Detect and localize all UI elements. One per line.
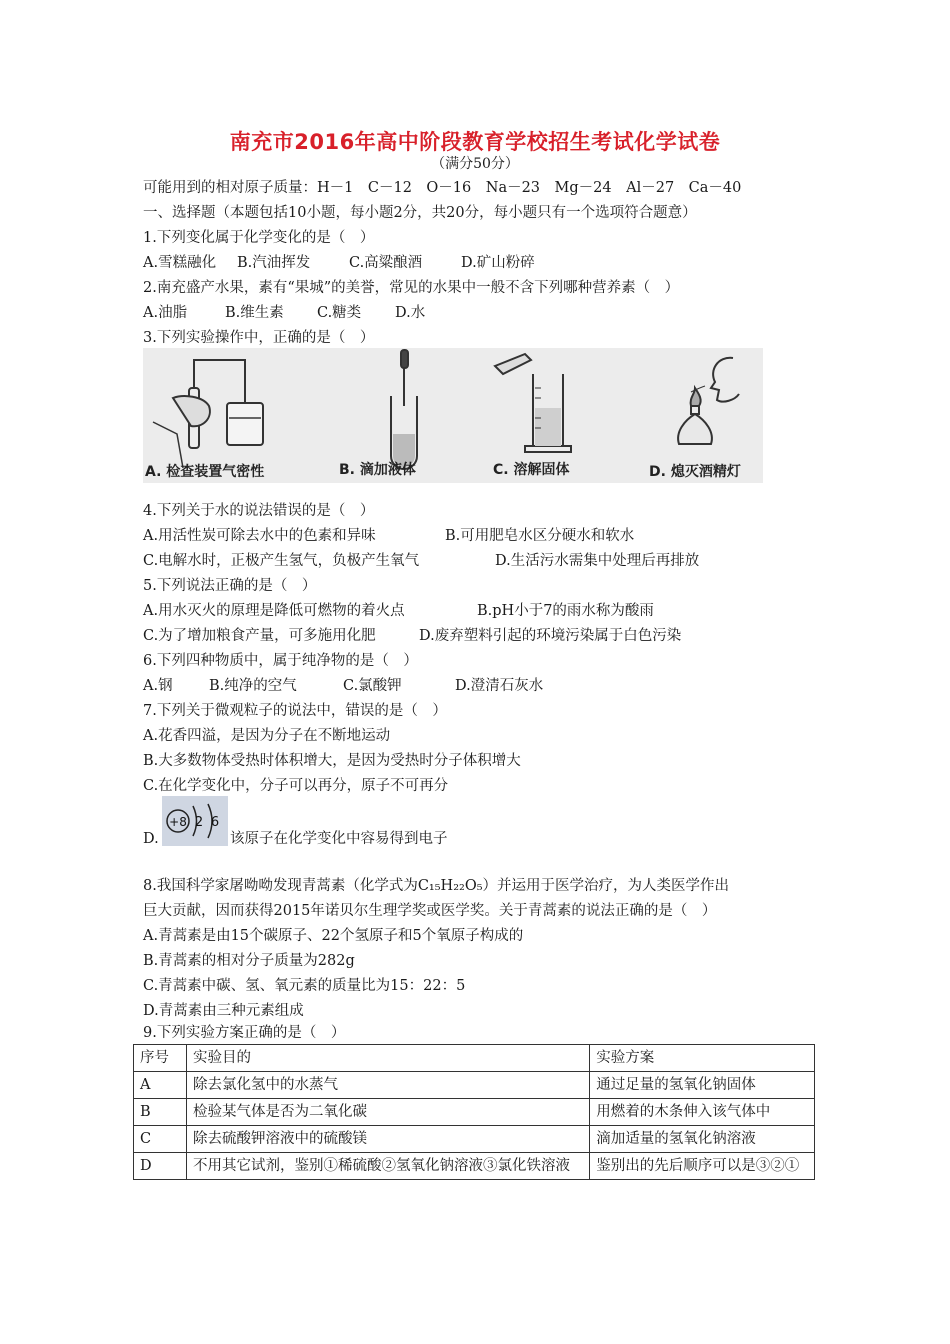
q5-options-ab — [143, 601, 654, 621]
q8-option-c: C.青蒿素中碳、氢、氧元素的质量比为15：22：5 — [143, 978, 466, 994]
header-cell: 实验方案 — [590, 1045, 815, 1072]
header-cell: 实验目的 — [186, 1045, 589, 1072]
nucleus-charge: +8 — [169, 815, 187, 829]
q2-option-c: C.糖类 — [317, 305, 362, 321]
q7-option-b: B.大多数物体受热时体积增大，是因为受热时分子体积增大 — [143, 753, 521, 769]
q1-option-d: D.矿山粉碎 — [461, 255, 535, 271]
oxygen-atom-diagram — [162, 796, 228, 846]
shell-2-electrons: 6 — [210, 815, 220, 830]
q2-option-b: B.维生素 — [225, 305, 284, 321]
q1-options — [143, 253, 535, 273]
lab-operations-photo — [143, 348, 763, 483]
q3-stem: 3.下列实验操作中，正确的是（ ） — [143, 330, 375, 346]
q6-options — [143, 676, 543, 696]
q4-option-b: B.可用肥皂水区分硬水和软水 — [445, 528, 635, 544]
table-cell: D — [134, 1153, 187, 1180]
dropper-test-tube-icon — [391, 350, 417, 469]
table-cell: 用燃着的木条伸入该气体中 — [590, 1099, 815, 1126]
exam-subtitle: （满分50分） — [431, 156, 519, 172]
table-cell: A — [134, 1072, 187, 1099]
atomic-masses: 可能用到的相对原子质量：H－1 C－12 O－16 Na－23 Mg－24 Al－27 Ca－40 — [143, 180, 742, 196]
q6-option-d: D.澄清石灰水 — [455, 678, 544, 694]
q9-stem: 9.下列实验方案正确的是（ ） — [143, 1025, 346, 1041]
shell-1-electrons: 2 — [194, 815, 204, 830]
q8-option-a: A.青蒿素是由15个碳原子、22个氢原子和5个氧原子构成的 — [143, 928, 524, 944]
q4-option-a: A.用活性炭可除去水中的色素和异味 — [143, 528, 376, 544]
section-heading: 一、选择题（本题包括10小题，每小题2分，共20分，每小题只有一个选项符合题意） — [143, 205, 697, 221]
q6-option-b: B.纯净的空气 — [209, 678, 297, 694]
table-cell: 除去硫酸钾溶液中的硫酸镁 — [186, 1126, 589, 1153]
header-cell: 序号 — [134, 1045, 187, 1072]
q4-option-d: D.生活污水需集中处理后再排放 — [495, 553, 700, 569]
table-row — [134, 1153, 815, 1180]
q2-option-d: D.水 — [395, 305, 426, 321]
q5-option-d: D.废弃塑料引起的环境污染属于白色污染 — [419, 628, 682, 644]
exam-title: 南充市2016年高中阶段教育学校招生考试化学试卷 — [229, 130, 721, 154]
q2-stem: 2.南充盛产水果，素有“果城”的美誉，常见的水果中一般不含下列哪种营养素（ ） — [143, 280, 680, 296]
q7-option-a: A.花香四溢，是因为分子在不断地运动 — [143, 728, 391, 744]
caption-a: A. 检查装置气密性 — [145, 464, 265, 480]
q1-option-c: C.高粱酿酒 — [349, 255, 423, 271]
q7-option-d-prefix: D. — [143, 831, 159, 847]
q8-option-b: B.青蒿素的相对分子质量为282g — [143, 953, 355, 969]
alcohol-lamp-icon — [678, 358, 739, 444]
q4-options-ab — [143, 526, 634, 546]
q4-option-c: C.电解水时，正极产生氢气，负极产生氧气 — [143, 553, 420, 569]
q6-option-c: C.氯酸钾 — [343, 678, 402, 694]
q8-option-d: D.青蒿素由三种元素组成 — [143, 1003, 304, 1019]
q5-option-c: C.为了增加粮食产量，可多施用化肥 — [143, 628, 376, 644]
table-cell: B — [134, 1099, 187, 1126]
table-header-row — [134, 1045, 815, 1072]
q4-stem: 4.下列关于水的说法错误的是（ ） — [143, 503, 375, 519]
q9-table — [133, 1044, 815, 1180]
caption-c: C. 溶解固体 — [493, 462, 570, 478]
table-cell: 通过足量的氢氧化钠固体 — [590, 1072, 815, 1099]
table-cell: 不用其它试剂，鉴别①稀硫酸②氢氧化钠溶液③氯化铁溶液 — [186, 1153, 589, 1180]
q7-option-c: C.在化学变化中，分子可以再分，原子不可再分 — [143, 778, 449, 794]
q7-option-d-text: 该原子在化学变化中容易得到电子 — [230, 831, 448, 847]
q1-option-a: A.雪糕融化 — [143, 255, 217, 271]
table-cell: 鉴别出的先后顺序可以是③②① — [590, 1153, 815, 1180]
airtightness-apparatus-icon — [153, 360, 263, 468]
caption-d: D. 熄灭酒精灯 — [649, 464, 741, 480]
table-cell: C — [134, 1126, 187, 1153]
table-row — [134, 1126, 815, 1153]
table-row — [134, 1072, 815, 1099]
q1-stem: 1.下列变化属于化学变化的是（ ） — [143, 230, 375, 246]
q5-option-b: B.pH小于7的雨水称为酸雨 — [477, 603, 654, 619]
q7-stem: 7.下列关于微观粒子的说法中，错误的是（ ） — [143, 703, 447, 719]
q5-stem: 5.下列说法正确的是（ ） — [143, 578, 317, 594]
table-row — [134, 1099, 815, 1126]
q2-options — [143, 303, 425, 323]
q6-option-a: A.钢 — [143, 678, 173, 694]
q2-option-a: A.油脂 — [143, 305, 188, 321]
q6-stem: 6.下列四种物质中，属于纯净物的是（ ） — [143, 653, 418, 669]
q8-stem-line1: 8.我国科学家屠呦呦发现青蒿素（化学式为C₁₅H₂₂O₅）并运用于医学治疗，为人类医学作出 — [143, 878, 730, 894]
table-cell: 除去氯化氢中的水蒸气 — [186, 1072, 589, 1099]
q8-stem-line2: 巨大贡献，因而获得2015年诺贝尔生理学奖或医学奖。关于青蒿素的说法正确的是（ ） — [143, 903, 717, 919]
caption-b: B. 滴加液体 — [339, 462, 416, 478]
q5-options-cd — [143, 626, 681, 646]
q1-option-b: B.汽油挥发 — [237, 255, 311, 271]
table-cell: 检验某气体是否为二氧化碳 — [186, 1099, 589, 1126]
q5-option-a: A.用水灭火的原理是降低可燃物的着火点 — [143, 603, 405, 619]
table-cell: 滴加适量的氢氧化钠溶液 — [590, 1126, 815, 1153]
graduated-cylinder-icon — [495, 354, 571, 452]
q4-options-cd — [143, 551, 699, 571]
